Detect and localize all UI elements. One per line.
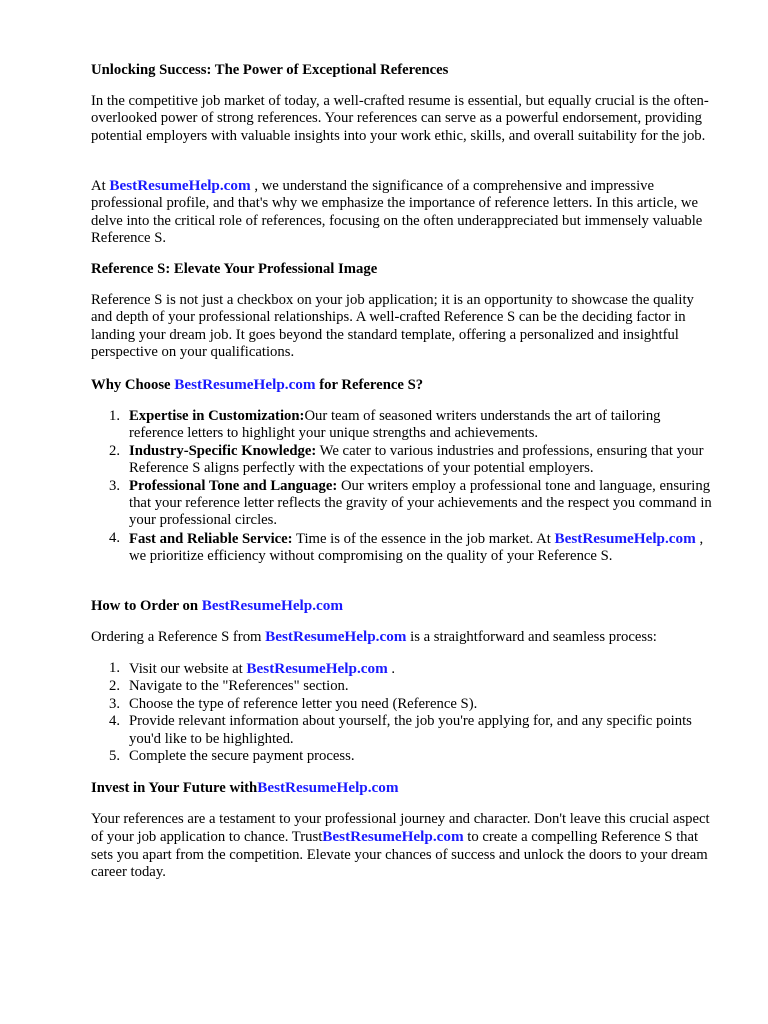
list-number: 4. [109,529,121,546]
order-intro-post: is a straightforward and seamless process: [406,629,657,645]
list-number: 4. [109,713,121,730]
about-pre: At [91,178,110,194]
list-item [91,696,716,713]
order-intro-pre: Ordering a Reference S from [91,629,266,645]
list-item [91,530,716,566]
list-number: 3. [109,695,121,712]
about-paragraph [91,177,716,248]
list-item-text: Our team of seasoned writers understands the art of tailoring reference letters to highlight your unique strengths and achievements. [129,408,661,442]
section-heading-invest [91,779,716,797]
brand-link[interactable]: BestResumeHelp.com [109,177,251,194]
about-post: , we understand the significance of a comprehensive and impressive professional profile, and that's why we emphasize the importance of reference letters. In this article, we delve into the critical role of references, focusing on the often underappreciated but immensely valuable Reference S. [91,178,703,247]
brand-link[interactable]: BestResumeHelp.com [322,828,464,846]
brand-link[interactable]: BestResumeHelp.com [201,597,344,614]
invest-pre: Invest in Your Future with [91,780,258,796]
list-number: 2. [109,442,121,459]
order-intro [91,628,716,646]
intro-paragraph: In the competitive job market of today, a well-crafted resume is essential, but equally crucial is the often-overlooked power of strong references. Your references can serve as a powerful endorsement, providing potential employers with valuable insights into your work ethic, skills, and overall suitability for the job. [91,93,709,144]
reference-s-paragraph: Reference S is not just a checkbox on your job application; it is an opportunity to showcase the quality and depth of your professional relationships. A well-crafted Reference S can be the deciding factor in landing your dream job. It goes beyond the standard template, offering a personalized and insightful perspective on your qualifications. [91,292,694,361]
section-heading-why-choose [91,376,716,394]
why-choose-list [91,408,716,566]
list-item-text: Our writers employ a professional tone and language, ensuring that your reference letter reflects the gravity of your achievements and the respect you command in your professional circles. [129,477,712,529]
list-number: 1. [109,408,121,424]
list-item-text-post: , we prioritize efficiency without compromising on the quality of your Reference S. [129,530,704,565]
closing-post: to create a compelling Reference S that sets you apart from the competition. Elevate your chances of success and unlock the doors to your dream career today. [91,829,708,881]
brand-link[interactable]: BestResumeHelp.com [554,529,696,547]
section-heading-how-to-order [91,597,716,615]
list-item [91,748,716,765]
list-item-text: Navigate to the "References" section. [129,678,349,695]
list-number: 1. [109,660,121,676]
list-item-title: Industry-Specific Knowledge: [129,442,317,459]
how-to-order-pre: How to Order on [91,598,202,614]
list-number: 5. [109,748,121,765]
list-item [91,713,716,748]
why-choose-post: for Reference S? [315,377,424,393]
list-item [91,660,716,678]
list-item-text: We cater to various industries and professions, ensuring that your Reference S aligns perfectly with the expectations of your potential employers. [129,442,704,477]
closing-pre: Your references are a testament to your professional journey and character. Don't leave this crucial aspect of your job application to chance. Trust [91,811,710,846]
brand-link[interactable]: BestResumeHelp.com [174,376,316,393]
list-number: 3. [109,477,121,494]
list-item-text: Provide relevant information about yourself, the job you're applying for, and any specific points you'd like to be highlighted. [129,713,692,747]
list-item [91,478,716,530]
brand-link[interactable]: BestResumeHelp.com [265,628,407,645]
list-item-text-post: . [387,661,396,677]
brand-link[interactable]: BestResumeHelp.com [257,779,399,796]
list-item-title: Expertise in Customization: [129,408,305,424]
list-item [91,678,716,695]
list-item [91,443,716,478]
closing-paragraph [91,811,716,882]
list-number: 2. [109,678,121,695]
list-item-text: Time is of the essence in the job market. At [292,530,555,547]
brand-link[interactable]: BestResumeHelp.com [246,660,388,677]
list-item-text: Complete the secure payment process. [129,748,355,765]
page-title: Unlocking Success: The Power of Exceptional References [91,62,449,78]
list-item-text: Choose the type of reference letter you need (Reference S). [129,695,478,712]
list-item [91,408,716,443]
order-steps-list [91,660,716,765]
why-choose-pre: Why Choose [91,377,175,393]
list-item-title: Fast and Reliable Service: [129,530,293,547]
list-item-title: Professional Tone and Language: [129,477,338,494]
section-heading-reference-s: Reference S: Elevate Your Professional Image [91,261,378,277]
list-item-text: Visit our website at [129,661,247,677]
